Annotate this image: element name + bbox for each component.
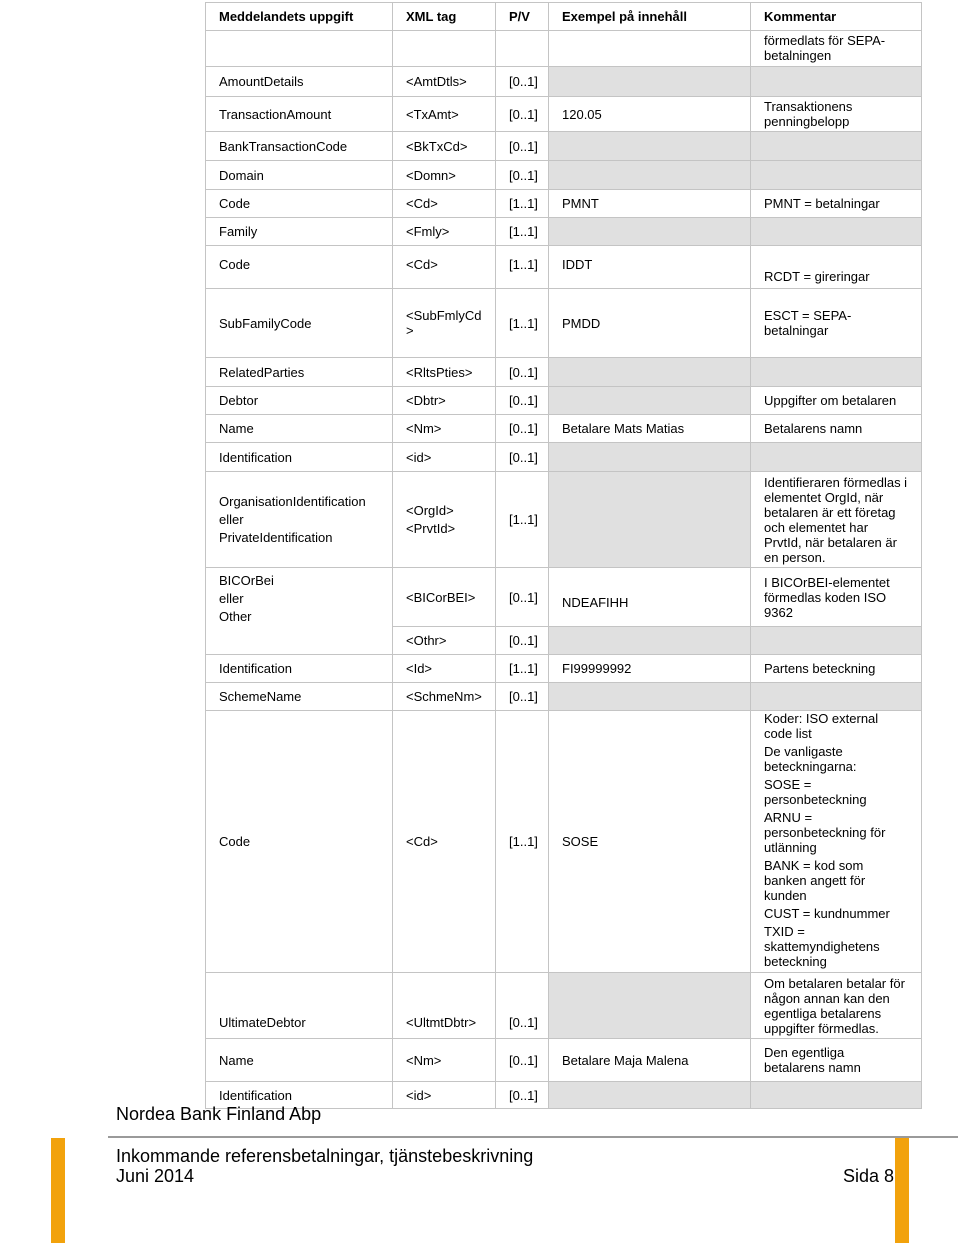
table-row (206, 973, 922, 1039)
pv-cell: [0..1] (496, 161, 549, 190)
table-row (206, 246, 922, 289)
document-date: Juni 2014 (116, 1166, 195, 1186)
pv-cell: [0..1] (496, 132, 549, 161)
example-cell: PMNT (549, 190, 751, 218)
table-row (206, 568, 922, 627)
message-fields-table (205, 2, 922, 1109)
xml-tag-cell: <AmtDtls> (393, 67, 496, 97)
field-line: PrivateIdentification (219, 529, 333, 545)
comment-cell: PMNT = betalningar (751, 190, 922, 218)
comment-cell: förmedlats för SEPA-betalningen (751, 31, 922, 67)
footer-accent-bar-right (895, 1138, 909, 1243)
field-cell: Code (206, 190, 393, 218)
xml-tag-cell: <SchmeNm> (393, 683, 496, 711)
example-cell: SOSE (549, 711, 751, 973)
document-title: Inkommande referensbetalningar, tjänstebeskrivning (116, 1146, 534, 1166)
code-note: CUST = kundnummer (764, 906, 890, 921)
field-line: BICOrBei (219, 573, 274, 588)
example-cell: PMDD (549, 289, 751, 358)
example-cell: NDEAFIHH (549, 568, 751, 627)
code-list-cell (751, 711, 922, 973)
field-line: OrganisationIdentification (219, 493, 366, 509)
xml-tag-cell (393, 472, 496, 568)
pv-cell: [0..1] (496, 1082, 549, 1109)
xml-tag-cell: <BICorBEI> (393, 568, 496, 627)
comment-cell: Transaktionens penningbelopp (751, 97, 922, 132)
example-cell: Betalare Mats Matias (549, 415, 751, 443)
xml-tag-line: <OrgId> (406, 502, 454, 518)
field-cell: UltimateDebtor (206, 973, 393, 1039)
pv-cell: [0..1] (496, 97, 549, 132)
xml-tag-cell: <Fmly> (393, 218, 496, 246)
table-row (206, 190, 922, 218)
pv-cell: [0..1] (496, 387, 549, 415)
pv-cell: [0..1] (496, 443, 549, 472)
xml-tag-cell: <BkTxCd> (393, 132, 496, 161)
table-row (206, 132, 922, 161)
field-cell: TransactionAmount (206, 97, 393, 132)
field-cell: BankTransactionCode (206, 132, 393, 161)
xml-tag-cell: <Cd> (393, 246, 496, 289)
table-row (206, 161, 922, 190)
pv-cell: [0..1] (496, 568, 549, 627)
field-cell (206, 472, 393, 568)
page-number: Sida 8 (843, 1166, 895, 1186)
company-name: Nordea Bank Finland Abp (116, 1104, 322, 1124)
comment-cell: I BICOrBEI-elementet förmedlas koden ISO 9362 (751, 568, 922, 627)
field-cell: Debtor (206, 387, 393, 415)
xml-tag-cell: <Nm> (393, 1039, 496, 1082)
table-row (206, 655, 922, 683)
pv-cell: [1..1] (496, 472, 549, 568)
xml-tag-cell: <Cd> (393, 711, 496, 973)
example-cell: Betalare Maja Malena (549, 1039, 751, 1082)
code-note: ARNU = personbeteckning för utlänning (764, 810, 886, 855)
code-note: SOSE = personbeteckning (764, 777, 867, 807)
example-cell: FI99999992 (549, 655, 751, 683)
xml-tag-cell: <Nm> (393, 415, 496, 443)
pv-cell: [0..1] (496, 415, 549, 443)
comment-cell: Partens beteckning (751, 655, 922, 683)
table-row (206, 443, 922, 472)
comment-cell: ESCT = SEPA-betalningar (751, 289, 922, 358)
comment-cell: Om betalaren betalar för någon annan kan den egentliga betalarens uppgifter förmedlas. (751, 973, 922, 1039)
field-line: Other (219, 609, 252, 624)
xml-tag-line: <PrvtId> (406, 520, 456, 536)
field-cell: SubFamilyCode (206, 289, 393, 358)
xml-tag-cell: <Domn> (393, 161, 496, 190)
pv-cell: [0..1] (496, 358, 549, 387)
field-line: eller (219, 591, 244, 606)
comment-cell: Uppgifter om betalaren (751, 387, 922, 415)
xml-tag-cell: <UltmtDbtr> (393, 973, 496, 1039)
comment-cell: Betalarens namn (751, 415, 922, 443)
pv-cell: [0..1] (496, 67, 549, 97)
xml-tag-cell: <TxAmt> (393, 97, 496, 132)
table-row (206, 31, 922, 67)
table-row (206, 218, 922, 246)
footer-divider (108, 1136, 958, 1138)
pv-cell: [0..1] (496, 1039, 549, 1082)
table-header-row (206, 3, 922, 31)
comment-cell: Identifieraren förmedlas i elementet OrgId, när betalaren är ett företag och elementet har PrvtId, när betalaren är en person. (751, 472, 922, 568)
code-note: De vanligaste beteckningarna: (764, 744, 857, 774)
code-note: Koder: ISO external code list (764, 711, 879, 741)
table-row (206, 387, 922, 415)
header-example: Exempel på innehåll (549, 3, 751, 31)
table-row (206, 97, 922, 132)
field-cell: Domain (206, 161, 393, 190)
field-cell: Code (206, 711, 393, 973)
field-cell: RelatedParties (206, 358, 393, 387)
example-cell: 120.05 (549, 97, 751, 132)
table-row (206, 472, 922, 568)
field-cell: Name (206, 415, 393, 443)
pv-cell: [1..1] (496, 246, 549, 289)
pv-cell: [1..1] (496, 289, 549, 358)
field-cell: Identification (206, 1082, 393, 1109)
xml-tag-cell: <id> (393, 1082, 496, 1109)
field-cell: Identification (206, 443, 393, 472)
pv-cell: [0..1] (496, 973, 549, 1039)
footer-accent-bar-left (51, 1138, 65, 1243)
table-row (206, 1039, 922, 1082)
code-note: BANK = kod som banken angett för kunden (764, 858, 866, 903)
field-line: eller (219, 511, 244, 527)
header-xml-tag: XML tag (393, 3, 496, 31)
pv-cell: [0..1] (496, 627, 549, 655)
xml-tag-cell: <id> (393, 443, 496, 472)
table-row (206, 711, 922, 973)
table-row (206, 289, 922, 358)
comment-cell: Den egentliga betalarens namn (751, 1039, 922, 1082)
comment-cell: RCDT = gireringar (751, 246, 922, 289)
table-row (206, 358, 922, 387)
xml-tag-cell: <Dbtr> (393, 387, 496, 415)
field-cell: SchemeName (206, 683, 393, 711)
field-cell: Identification (206, 655, 393, 683)
header-comment: Kommentar (751, 3, 922, 31)
table-row (206, 67, 922, 97)
pv-cell: [1..1] (496, 655, 549, 683)
code-note: TXID = skattemyndighetens beteckning (764, 924, 880, 969)
xml-tag-cell: <Cd> (393, 190, 496, 218)
field-cell (206, 568, 393, 655)
field-cell: Code (206, 246, 393, 289)
table-row (206, 415, 922, 443)
pv-cell: [1..1] (496, 711, 549, 973)
header-field: Meddelandets uppgift (206, 3, 393, 31)
xml-tag-cell: <Othr> (393, 627, 496, 655)
field-cell: Family (206, 218, 393, 246)
header-pv: P/V (496, 3, 549, 31)
xml-tag-cell: <SubFmlyCd > (393, 289, 496, 358)
pv-cell: [0..1] (496, 683, 549, 711)
pv-cell: [1..1] (496, 218, 549, 246)
pv-cell: [1..1] (496, 190, 549, 218)
table-row (206, 683, 922, 711)
xml-tag-cell: <Id> (393, 655, 496, 683)
example-cell: IDDT (549, 246, 751, 289)
field-cell: AmountDetails (206, 67, 393, 97)
xml-tag-cell: <RltsPties> (393, 358, 496, 387)
field-cell: Name (206, 1039, 393, 1082)
